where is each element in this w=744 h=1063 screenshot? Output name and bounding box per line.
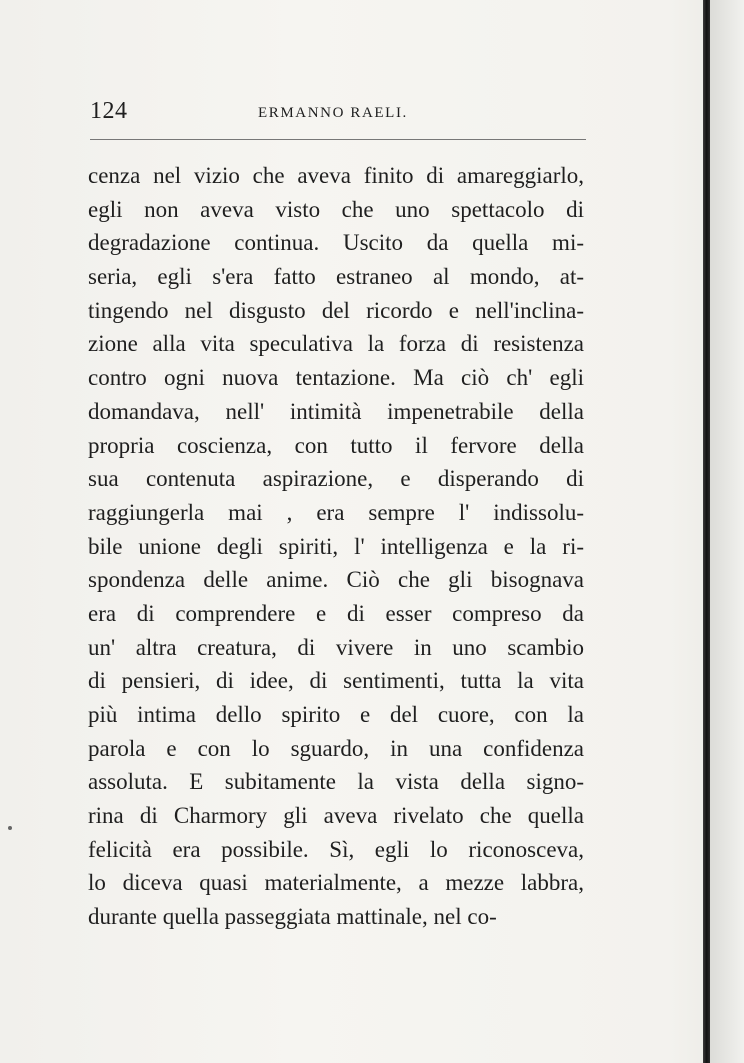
page-number: 124 xyxy=(90,98,128,124)
text-line: cenza nel vizio che aveva finito di amareggiarlo, xyxy=(88,163,584,188)
header-rule xyxy=(90,139,586,140)
running-title: ERMANNO RAELI. xyxy=(258,105,408,121)
text-line: degradazione continua. Uscito da quella mi- xyxy=(88,230,584,256)
paper-speck xyxy=(8,826,12,830)
text-line: di pensieri, di idee, di sentimenti, tutta la vita xyxy=(88,668,584,694)
text-line: tingendo nel disgusto del ricordo e nell'inclina- xyxy=(88,297,584,323)
body-text xyxy=(88,159,584,934)
text-line: propria coscienza, con tutto il fervore della xyxy=(88,432,584,458)
text-line: parola e con lo sguardo, in una confidenza xyxy=(88,735,584,761)
text-line: seria, egli s'era fatto estraneo al mondo, at- xyxy=(88,264,584,290)
text-line: più intima dello spirito e del cuore, con la xyxy=(88,702,584,727)
page-header xyxy=(90,98,582,134)
text-line: contro ogni nuova tentazione. Ma ciò ch' egli xyxy=(88,365,584,391)
text-line: zione alla vita speculativa la forza di resistenza xyxy=(88,331,584,357)
text-line: felicità era possibile. Sì, egli lo riconosceva, xyxy=(88,836,584,862)
text-line: bile unione degli spiriti, l' intelligenza e la ri- xyxy=(88,533,584,559)
text-line: un' altra creatura, di vivere in uno scambio xyxy=(88,634,584,660)
text-line: egli non aveva visto che uno spettacolo di xyxy=(88,196,584,222)
text-line: domandava, nell' intimità impenetrabile della xyxy=(88,398,584,424)
text-line: raggiungerla mai , era sempre l' indissolu- xyxy=(88,499,584,525)
text-line: rina di Charmory gli aveva rivelato che quella xyxy=(88,803,584,829)
text-line: lo diceva quasi materialmente, a mezze labbra, xyxy=(88,870,584,896)
text-line: sua contenuta aspirazione, e disperando di xyxy=(88,466,584,492)
text-line: spondenza delle anime. Ciò che gli bisognava xyxy=(88,567,584,593)
page-binding-edge xyxy=(703,0,710,1063)
text-line: assoluta. E subitamente la vista della signo- xyxy=(88,769,584,795)
text-line: era di comprendere e di esser compreso da xyxy=(88,600,584,626)
text-line: durante quella passeggiata mattinale, nel co- xyxy=(88,904,497,930)
page-binding-margin xyxy=(710,0,744,1063)
